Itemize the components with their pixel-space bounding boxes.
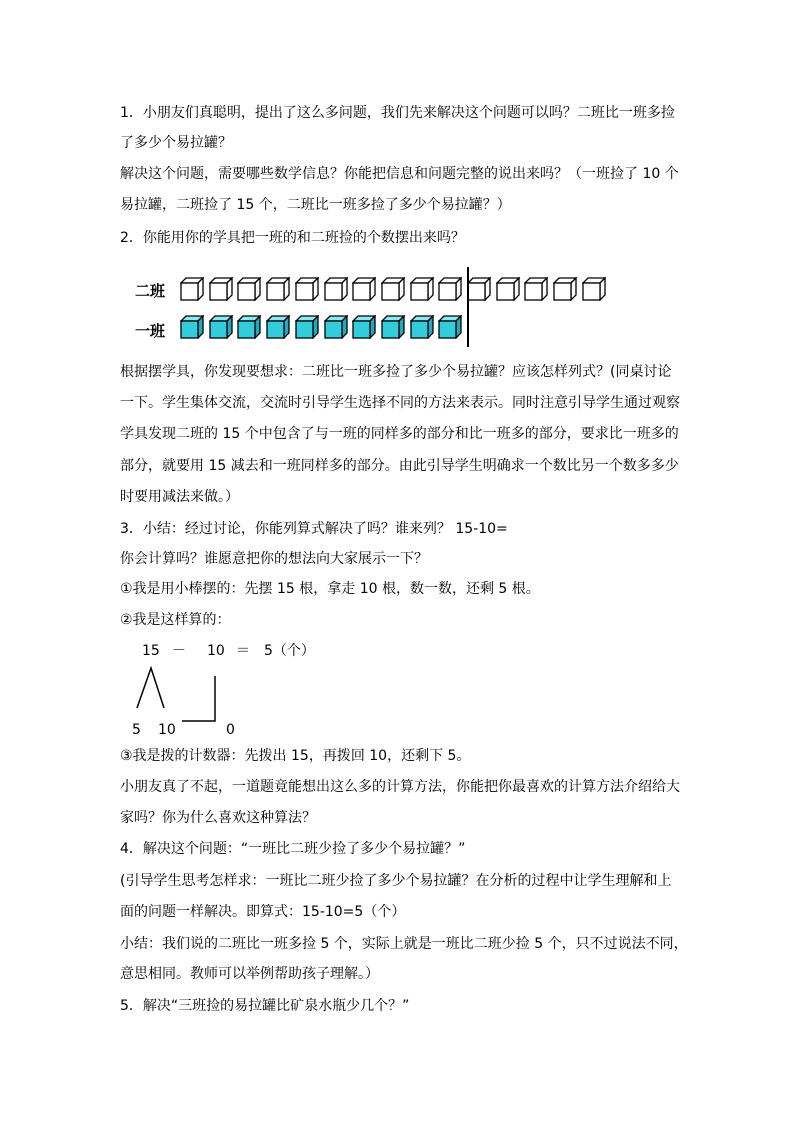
split-branch bbox=[137, 668, 164, 708]
subtract-bracket bbox=[182, 676, 215, 721]
paragraph-line: 部分，就要用 15 减去和一班同样多的部分。由此引导学生明确求一个数比另一个数多多少 bbox=[120, 458, 679, 474]
split-number-5: 5 bbox=[132, 722, 141, 738]
paragraph-line: 一下。学生集体交流，交流时引导学生选择不同的方法来表示。同时注意引导学生通过观察 bbox=[120, 395, 680, 411]
calc-number-10: 10 bbox=[207, 643, 225, 659]
calc-equals: ＝ bbox=[236, 643, 250, 659]
paragraph-line: 你会计算吗？谁愿意把你的想法向大家展示一下？ bbox=[120, 551, 428, 567]
paragraph-line: 时要用减法来做。） bbox=[120, 489, 239, 505]
result-number-0: 0 bbox=[226, 722, 235, 738]
paragraph-line: 1．小朋友们真聪明，提出了这么多问题，我们先来解决这个问题可以吗？二班比一班多捡 bbox=[120, 105, 675, 121]
paragraph-line: 了多少个易拉罐？ bbox=[120, 135, 232, 151]
split-number-10: 10 bbox=[158, 722, 176, 738]
class1-label: 一班 bbox=[135, 322, 166, 340]
paragraph-line: 易拉罐，二班捡了 15 个，二班比一班多捡了多少个易拉罐？） bbox=[120, 197, 511, 213]
class2-label: 二班 bbox=[135, 282, 166, 300]
paragraph-line: ①我是用小棒摆的：先摆 15 根，拿走 10 根，数一数，还剩 5 根。 bbox=[120, 581, 540, 597]
paragraph-line: 4．解决这个问题：“一班比二班少捡了多少个易拉罐？” bbox=[120, 841, 466, 857]
paragraph-line: ③我是拨的计数器：先拨出 15，再拨回 10，还剩下 5。 bbox=[120, 748, 471, 764]
paragraph-line: ②我是这样算的： bbox=[120, 612, 231, 628]
paragraph-line: 2．你能用你的学具把一班的和二班捡的个数摆出来吗？ bbox=[120, 230, 465, 246]
paragraph-line: 解决这个问题，需要哪些数学信息？你能把信息和问题完整的说出来吗？（一班捡了 10 个 bbox=[120, 166, 679, 182]
paragraph-line: 小朋友真了不起，一道题竟能想出这么多的计算方法，你能把你最喜欢的计算方法介绍给大 bbox=[120, 779, 680, 795]
paragraph-line: 5．解决“三班捡的易拉罐比矿泉水瓶少几个？” bbox=[120, 998, 410, 1014]
paragraph-line: 家吗？你为什么喜欢这种算法？ bbox=[120, 810, 316, 826]
paragraph-line: 根据摆学具，你发现要想求：二班比一班多捡了多少个易拉罐？应该怎样列式？(同桌讨论 bbox=[120, 364, 672, 380]
calc-minus: － bbox=[172, 643, 186, 659]
paragraph-line: 学具发现二班的 15 个中包含了与一班的同样多的部分和比一班多的部分，要求比一班多的 bbox=[120, 426, 679, 442]
paragraph-line: 面的问题一样解决。即算式：15-10=5（个） bbox=[120, 904, 406, 920]
paragraph-line: 小结：我们说的二班比一班多捡 5 个，实际上就是一班比二班少捡 5 个，只不过说法不同， bbox=[120, 936, 688, 952]
paragraph-line: (引导学生思考怎样求：一班比二班少捡了多少个易拉罐？在分析的过程中让学生理解和上 bbox=[120, 873, 672, 889]
paragraph-line: 意思相同。教师可以举例帮助孩子理解。） bbox=[120, 966, 379, 982]
calc-result: 5（个） bbox=[264, 643, 315, 659]
calc-number-15: 15 bbox=[142, 643, 160, 659]
paragraph-line: 3．小结：经过讨论，你能列算式解决了吗？谁来列？ 15-10= bbox=[120, 521, 508, 537]
